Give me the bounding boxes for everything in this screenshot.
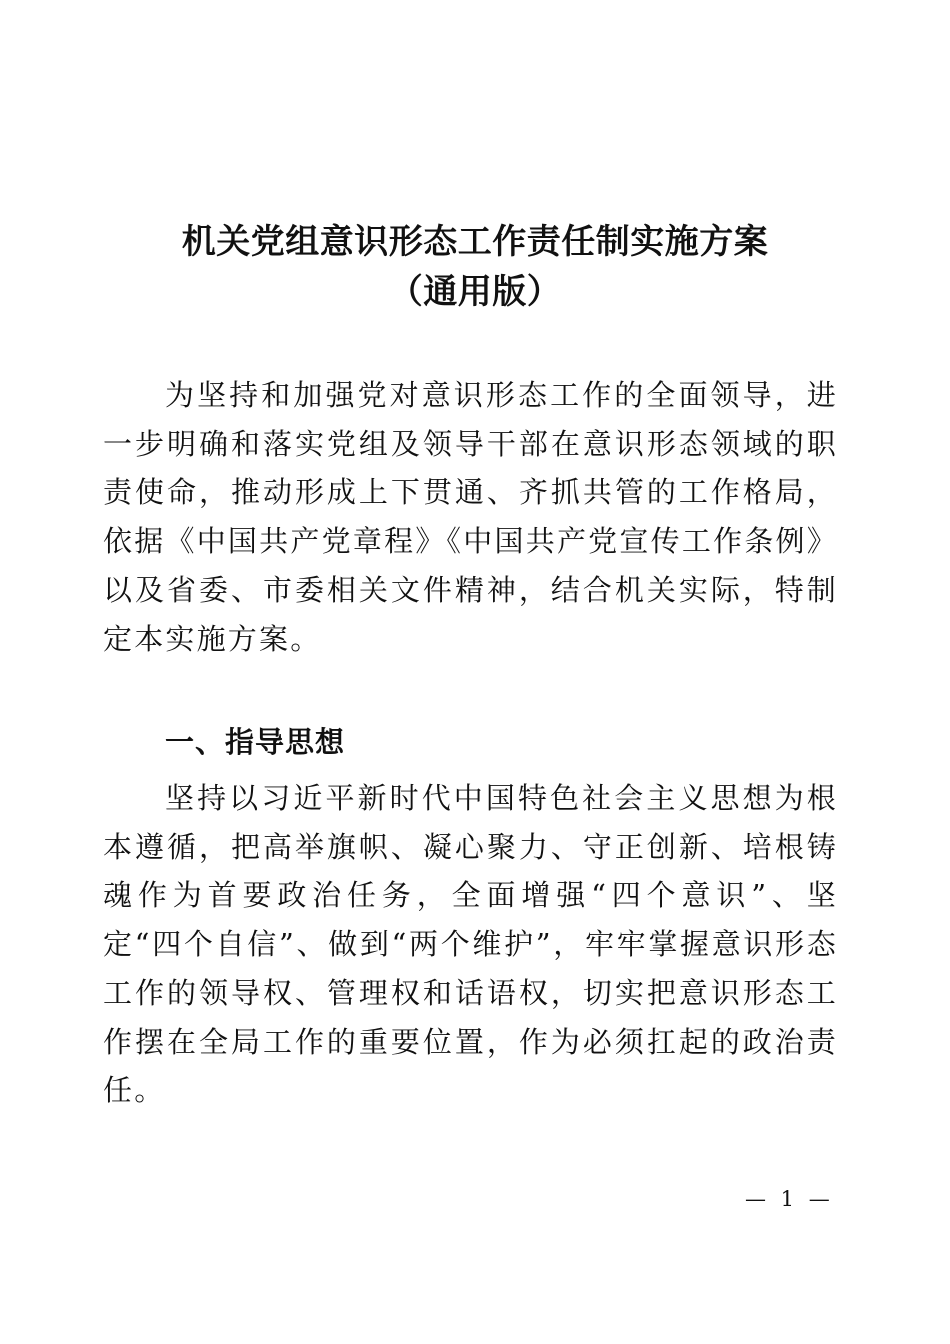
section-heading-guiding-ideology: 一、指导思想	[165, 725, 346, 759]
document-subtitle: （通用版）	[388, 272, 562, 312]
intro-paragraph: 为坚持和加强党对意识形态工作的全面领导，进一步明确和落实党组及领导干部在意识形态领域的职责使命，推动形成上下贯通、齐抓共管的工作格局，依据《中国共产党章程》《中国共产党宣传工作条例》以及省委、市委相关文件精神，结合机关实际，特制定本实施方案。	[103, 378, 838, 656]
section-paragraph-guiding-ideology: 坚持以习近平新时代中国特色社会主义思想为根本遵循，把高举旗帜、凝心聚力、守正创新、培根铸魂作为首要政治任务，全面增强“四个意识”、坚定“四个自信”、做到“两个维护”，牢牢掌握意识形态工作的领导权、管理权和话语权，切实把意识形态工作摆在全局工作的重要位置，作为必须扛起的政治责任。	[103, 781, 838, 1108]
page-number: — 1 —	[745, 1187, 834, 1211]
document-title: 机关党组意识形态工作责任制实施方案	[181, 222, 769, 262]
